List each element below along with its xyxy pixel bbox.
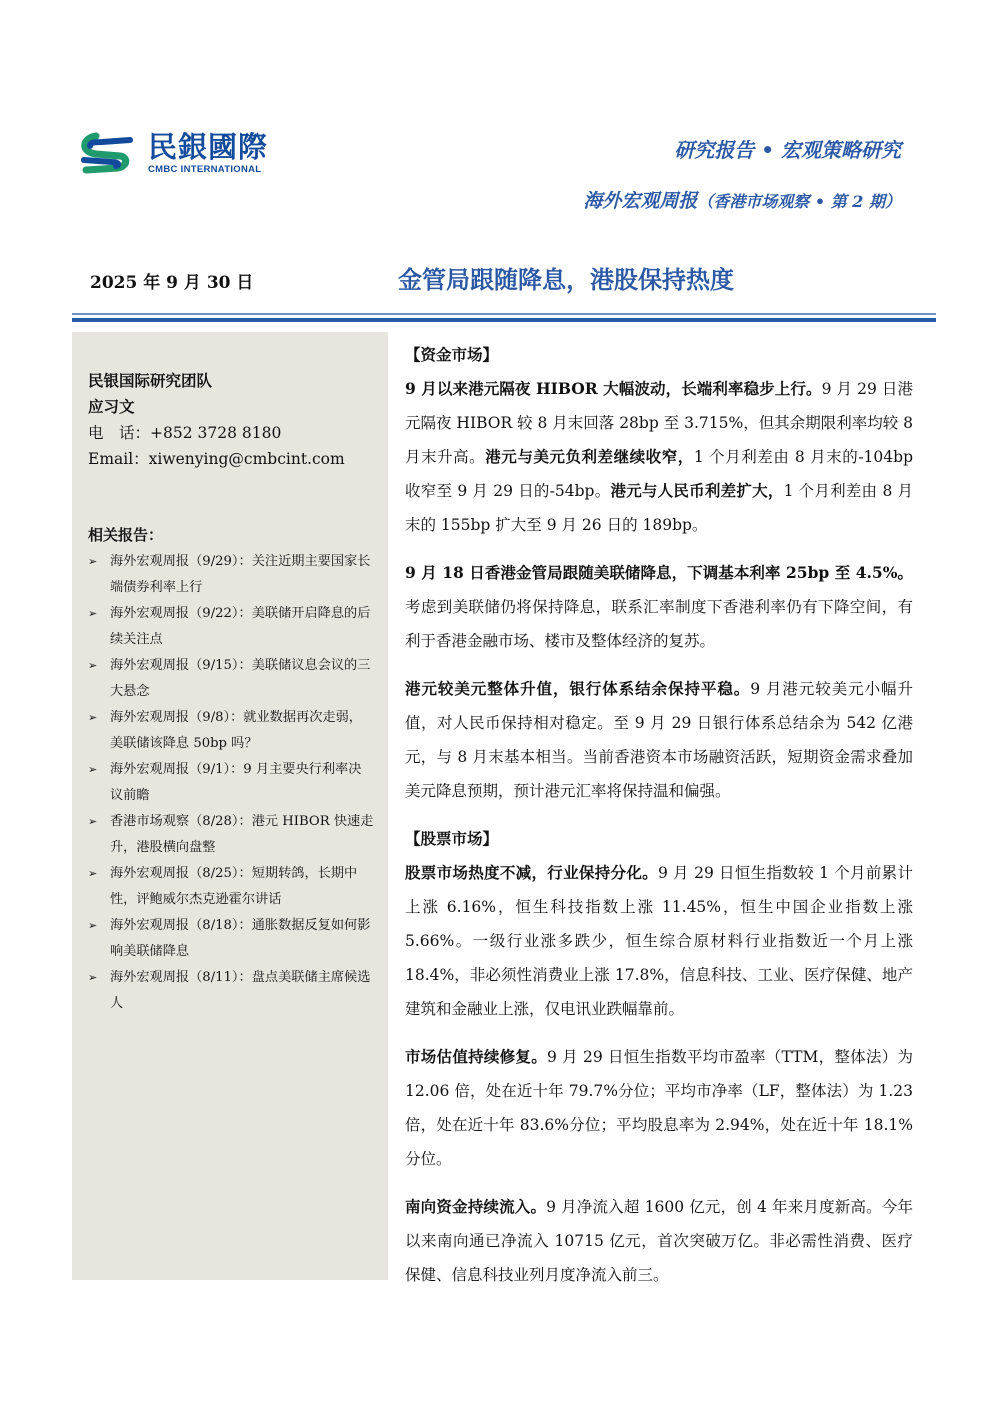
paragraph-valuation [405,1040,913,1176]
related-report-label: 海外宏观周报（9/29）：关注近期主要国家长端债券利率上行 [110,554,371,595]
section-heading-stock: 【股票市场】 [405,829,499,848]
analyst-email: Email：xiwenying@cmbcint.com [88,450,345,468]
para-bold: 南向资金持续流入。 [405,1197,547,1216]
logo-english-name: CMBC INTERNATIONAL [148,164,262,175]
related-report-item[interactable] [88,705,374,757]
related-report-label: 海外宏观周报（8/18）：通胀数据反复如何影响美联储降息 [110,918,371,959]
series-sub: （香港市场观察 • 第 2 期） [697,192,901,211]
related-report-label: 海外宏观周报（9/22）：美联储开启降息的后续关注点 [110,606,371,647]
team-info [88,368,345,472]
paragraph-hibor [405,372,913,542]
main-content [405,338,913,1306]
header-rule-thick [72,318,936,322]
arrow-bullet-icon: ➢ [88,763,98,776]
para-bold: 9 月 18 日香港金管局跟随美联储降息，下调基本利率 25bp 至 4.5%。 [405,563,913,582]
related-report-label: 海外宏观周报（8/25）：短期转鸽，长期中性，评鲍威尔杰克逊霍尔讲话 [110,866,358,907]
related-report-label: 海外宏观周报（9/15）：美联储议息会议的三大悬念 [110,658,371,699]
brand-logo [76,128,268,178]
related-report-item[interactable] [88,601,374,653]
arrow-bullet-icon: ➢ [88,867,98,880]
para-bold: 港元较美元整体升值，银行体系结余保持平稳。 [405,679,751,698]
analyst-phone: 电 话：+852 3728 8180 [88,424,282,442]
para-bold: 市场估值持续修复。 [405,1047,547,1066]
arrow-bullet-icon: ➢ [88,919,98,932]
report-date: 2025 年 9 月 30 日 [90,273,254,293]
related-report-item[interactable] [88,861,374,913]
arrow-bullet-icon: ➢ [88,659,98,672]
arrow-bullet-icon: ➢ [88,711,98,724]
arrow-bullet-icon: ➢ [88,971,98,984]
related-report-label: 海外宏观周报（9/1）：9 月主要央行利率决议前瞻 [110,762,362,803]
paragraph-rate-cut [405,556,913,658]
related-report-item[interactable] [88,757,374,809]
related-report-label: 香港市场观察（8/28）：港元 HIBOR 快速走升，港股横向盘整 [110,814,374,855]
paragraph-southbound [405,1190,913,1292]
para-text: 9 月 29 日恒生指数平均市盈率（TTM，整体法）为 12.06 倍，处在近十年 79.7%分位；平均市净率（LF，整体法）为 1.23 倍，处在近十年 83.6%分位；平均股息率为 2.94%，处在近十年 18.1%分位。 [405,1048,913,1168]
related-reports-heading: 相关报告： [88,526,164,544]
para-text: 1 个月利差由 8 月末的 155bp 扩大至 9 月 26 日的 189bp。 [405,482,913,534]
related-report-label: 海外宏观周报（9/8）：就业数据再次走弱，美联储该降息 50bp 吗？ [110,710,362,751]
report-title: 金管局跟随降息，港股保持热度 [398,265,734,294]
para-bold: 股票市场热度不减，行业保持分化。 [405,863,658,882]
arrow-bullet-icon: ➢ [88,815,98,828]
para-text: 9 月港元较美元小幅升值，对人民币保持相对稳定。至 9 月 29 日银行体系总结余为 542 亿港元，与 8 月末基本相当。当前香港资本市场融资活跃，短期资金需求叠加美元降息预期，预计港元汇率将保持温和偏强。 [405,680,913,800]
para-text: 9 月净流入超 1600 亿元，创 4 年来月度新高。今年以来南向通已净流入 10715 亿元，首次突破万亿。非必需性消费、医疗保健、信息科技业列月度净流入前三。 [405,1198,913,1284]
para-bold: 港元与美元负利差继续收窄， [485,447,694,466]
arrow-bullet-icon: ➢ [88,555,98,568]
report-category: 研究报告 • 宏观策略研究 [674,138,901,162]
paragraph-stock-heat [405,856,913,1026]
report-series [583,186,901,213]
team-name: 民银国际研究团队 [88,371,213,390]
cmbc-logo-icon [76,128,140,178]
header-rule-thin [72,313,936,315]
paragraph-hkd [405,672,913,808]
para-text: 9 月 29 日恒生指数较 1 个月前累计上涨 6.16%，恒生科技指数上涨 11.45%，恒生中国企业指数上涨 5.66%。一级行业涨多跌少，恒生综合原材料行业指数近一个月上涨 18.4%，非必须性消费业上涨 17.8%，信息科技、工业、医疗保健、地产建筑和金融业上涨，仅电讯业跌幅靠前。 [405,864,913,1018]
related-reports-list [88,549,374,1017]
analyst-name: 应习文 [88,397,135,416]
related-report-item[interactable] [88,549,374,601]
related-report-item[interactable] [88,653,374,705]
logo-chinese-name: 民銀國際 [148,130,269,164]
related-report-item[interactable] [88,809,374,861]
para-text: 考虑到美联储仍将保持降息，联系汇率制度下香港利率仍有下降空间，有利于香港金融市场、楼市及整体经济的复苏。 [405,598,913,650]
para-text: 1 个月利差由 8 月末的-104bp 收窄至 9 月 29 日的-54bp。 [405,448,913,500]
arrow-bullet-icon: ➢ [88,607,98,620]
para-bold: 港元与人民币利差扩大， [610,481,784,500]
para-text: 9 月 29 日港元隔夜 HIBOR 较 8 月末回落 28bp 至 3.715%，但其余期限利率均较 8 月末升高。 [405,380,914,466]
related-report-item[interactable] [88,913,374,965]
related-report-item[interactable] [88,965,374,1017]
para-bold: 9 月以来港元隔夜 HIBOR 大幅波动，长端利率稳步上行。 [405,379,822,398]
related-report-label: 海外宏观周报（8/11）：盘点美联储主席候选人 [110,970,371,1011]
section-heading-funding: 【资金市场】 [405,345,499,364]
series-main: 海外宏观周报 [583,190,698,212]
